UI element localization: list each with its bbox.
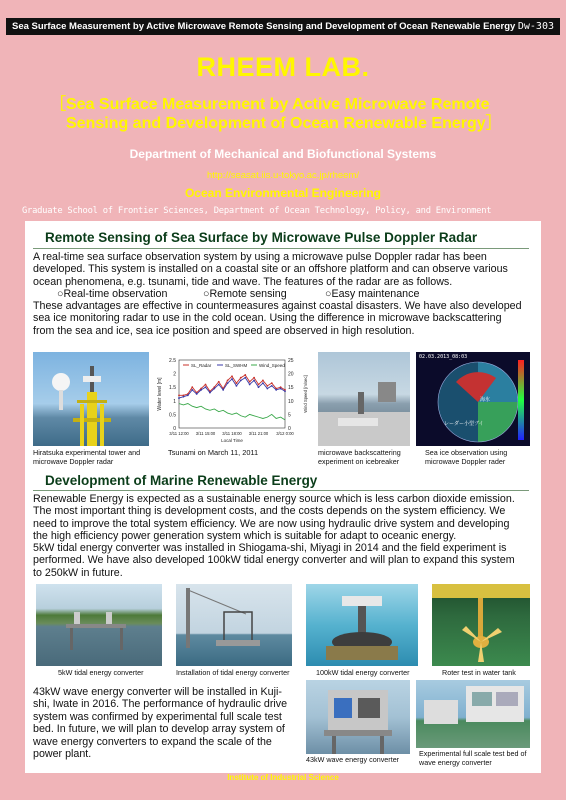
data-point [191,389,193,391]
tidal-100kw-art [306,584,418,666]
x-tick-label: 3/12 0:00 [276,431,294,436]
x-axis-label: Local Time [221,438,243,443]
data-point [218,384,220,386]
section1-line: from the sea and ice, sea ice position and speed are observed in high resolution. [33,324,415,337]
tower-caption [33,449,140,466]
wave-text [33,686,295,760]
tsunami-chart [155,352,311,446]
tsunami-caption: Tsunami on March 11, 2011 [168,448,259,457]
data-point [227,380,229,382]
y-tick-label: 0 [173,426,176,432]
data-point [258,384,260,386]
legend-label: SL_SWHM [225,363,248,368]
y-tick-label: 1 [173,398,176,405]
data-point [222,389,224,391]
ocean-engineering: Ocean Environmental Engineering [184,186,382,200]
caption-line: microwave Doppler radar [33,456,114,466]
data-point [271,382,273,384]
wave-line: 43kW wave energy converter will be installed in Kuji- [33,686,282,698]
data-point [205,386,207,388]
section1-line: sea ice monitoring radar to use in the cold ocean. Using the difference in microwave backscattering [33,312,502,325]
caption-line: experiment on icebreaker [318,456,400,466]
subtitle-line-1: ［Sea Surface Measurement by Active Microwave Remote [50,96,490,113]
feature-list [33,288,522,300]
radar-timestamp: 02.03.2013_08:03 [419,354,468,360]
data-point [187,394,189,396]
data-point [253,380,255,382]
icebreaker-photo-art [318,352,410,446]
section2-line: 5kW tidal energy converter was installed in Shiogama-shi, Miyagi in 2014 and the field experiment is [33,542,507,555]
x-tick-label: 3/11 18:00 [222,431,242,436]
caption-line: Hiratsuka experimental tower and [33,448,141,457]
data-point [183,396,185,398]
y-tick-label: 2 [173,371,176,378]
fullscale-test-art [416,680,530,748]
seaice-radar-image [416,352,530,446]
data-point [244,374,246,376]
wave-43kw-caption: 43kW wave energy converter [306,755,400,764]
section1-line: These advantages are effective in countermeasures against coastal disasters. We have also developed [33,300,522,313]
tower-photo-art [33,352,149,446]
installation-caption: Installation of tidal energy converter [176,668,290,677]
section2-line: The most important thing is development costs, and the costs depends on the system efficiency. We [33,505,506,518]
y-tick-label: 1.5 [169,385,176,392]
tidal-5kw-art [36,584,162,666]
data-point [218,381,220,383]
poster-subtitle [50,95,530,133]
caption-line: Experimental full scale test bed of [419,749,527,758]
section1-line: developed. This system is installed on a coastal site or an offshore platform and can observe various [33,263,508,276]
tidal-5kw-caption: 5kW tidal energy converter [58,668,144,677]
data-point [249,381,251,383]
x-tick-label: 3/11 15:00 [195,431,216,436]
data-point [280,388,282,390]
data-point [209,392,211,394]
section2-line: performed. We have also developed 100kW tidal energy converter and will plan to expand this system [33,554,515,567]
fullscale-test-photo [416,680,530,748]
data-point [266,385,268,387]
header-bar [6,18,560,35]
tidal-100kw-caption: 100kW tidal energy converter [316,668,410,677]
data-point [178,394,180,396]
data-point [244,377,246,379]
data-point [271,385,273,387]
data-point [236,385,238,387]
seaice-caption [425,449,507,466]
section1-line: ocean phenomena, e.g. tsunami, tide and wave. The features of the radar are as follows. [33,275,453,288]
installation-photo [176,584,292,666]
data-point [196,393,198,395]
data-point [258,386,260,388]
icebreaker-photo [318,352,410,446]
data-point [249,384,251,386]
y-right-tick-label: 25 [288,358,294,364]
lab-url-link[interactable]: http://seasat.iis.u-tokyo.ac.jp/rheem/ [206,170,360,181]
data-point [213,388,215,390]
wave-line: bed. In future, we will plan to develop array system of [33,723,285,736]
radar-label-buoy: レーダー小型ブイ [444,421,484,427]
x-tick-label: 3/11 21:00 [248,431,269,436]
x-tick-label: 3/11 12:00 [169,431,189,436]
y-right-tick-label: 15 [288,385,294,392]
feature-item: ○Real-time observation [57,287,168,300]
caption-line: microwave Doppler rader [425,456,506,466]
caption-line: microwave backscattering [318,448,401,457]
data-point [200,389,202,391]
department: Department of Mechanical and Biofunctional Systems [129,147,437,161]
data-point [284,390,286,392]
y-axis-label: Water level [m] [157,377,163,411]
y-right-tick-label: 20 [288,371,294,378]
section1-text [33,251,522,337]
y-right-axis-label: Wind Speed [m/sec] [303,375,308,413]
data-point [275,389,277,391]
radar-label-ice: 海氷 [480,397,491,403]
backscatter-caption [318,449,401,466]
data-point [227,382,229,384]
data-point [231,375,233,377]
section1-line: A real-time sea surface observation system by using a microwave pulse Doppler radar has been [33,251,487,263]
wave-43kw-art [306,680,410,754]
y-right-tick-label: 5 [288,412,291,419]
tidal-5kw-photo [36,584,162,666]
data-point [240,380,242,382]
wave-line: system was confirmed by experimental full scale test [33,710,282,723]
data-point [262,382,264,384]
caption-line: Sea ice observation using [425,448,508,457]
data-point [231,378,233,380]
data-point [253,377,255,379]
installation-art [176,584,292,666]
rotor-test-photo [432,584,530,666]
footer-institute: Institute of Industrial Science [227,773,339,782]
seaice-radar-art [416,352,530,446]
section2-text [33,493,515,579]
graduate-school: Graduate School of Frontier Sciences, Department of Ocean Technology, Policy, and Environment [22,206,492,216]
lab-title: RHEEM LAB. [196,52,370,82]
rotor-test-art [432,584,530,666]
wave-line: wave energy converters to expand the scale of the [33,735,272,748]
legend-label: Wind_Speed [259,363,285,368]
wave-43kw-photo [306,680,410,754]
section1-heading: Remote Sensing of Sea Surface by Microwave Pulse Doppler Radar [45,230,478,245]
data-point [205,384,207,386]
section2-line: to 250kW in future. [33,566,123,579]
y-right-tick-label: 0 [288,426,291,432]
feature-item: ○Remote sensing [203,287,287,300]
wave-line: power plant. [33,748,92,761]
data-point [240,377,242,379]
wave-line: shi, Iwate in 2016. The performance of hydraulic drive [33,698,288,711]
section2-line: Renewable Energy is expected as a sustainable energy source which is less carbon dioxide emission. [33,493,515,505]
data-point [266,388,268,390]
y-right-tick-label: 10 [288,398,294,405]
section2-rule [33,490,529,491]
section1-rule [33,248,529,249]
poster-code: Dw-303 [517,21,554,32]
y-tick-label: 0.5 [169,412,176,419]
subtitle-line-2: Sensing and Development of Ocean Renewable Energy］ [66,115,502,132]
top-bar [0,0,566,40]
data-point [191,386,193,388]
data-point [178,397,180,399]
section2-heading: Development of Marine Renewable Energy [45,473,318,488]
data-point [236,382,238,384]
feature-item: ○Easy maintenance [325,287,420,300]
section2-line: need to improve the total system efficiency. We are now using hydraulic drive system and developing [33,517,510,530]
tower-photo [33,352,149,446]
rotor-test-caption: Roter test in water tank [442,668,516,677]
tidal-100kw-photo [306,584,418,666]
y-tick-label: 2.5 [169,358,176,364]
section2-line: the high efficiency power generation system which is suitable for adapt to oceanic energy. [33,529,457,542]
header-title: Sea Surface Measurement by Active Microwave Remote Sensing and Development of Ocean Renewable Energy [12,21,516,32]
data-point [262,380,264,382]
caption-line: wave energy converter [419,757,492,767]
legend-label: SL_Radar [191,363,212,368]
fullscale-caption [419,750,526,767]
